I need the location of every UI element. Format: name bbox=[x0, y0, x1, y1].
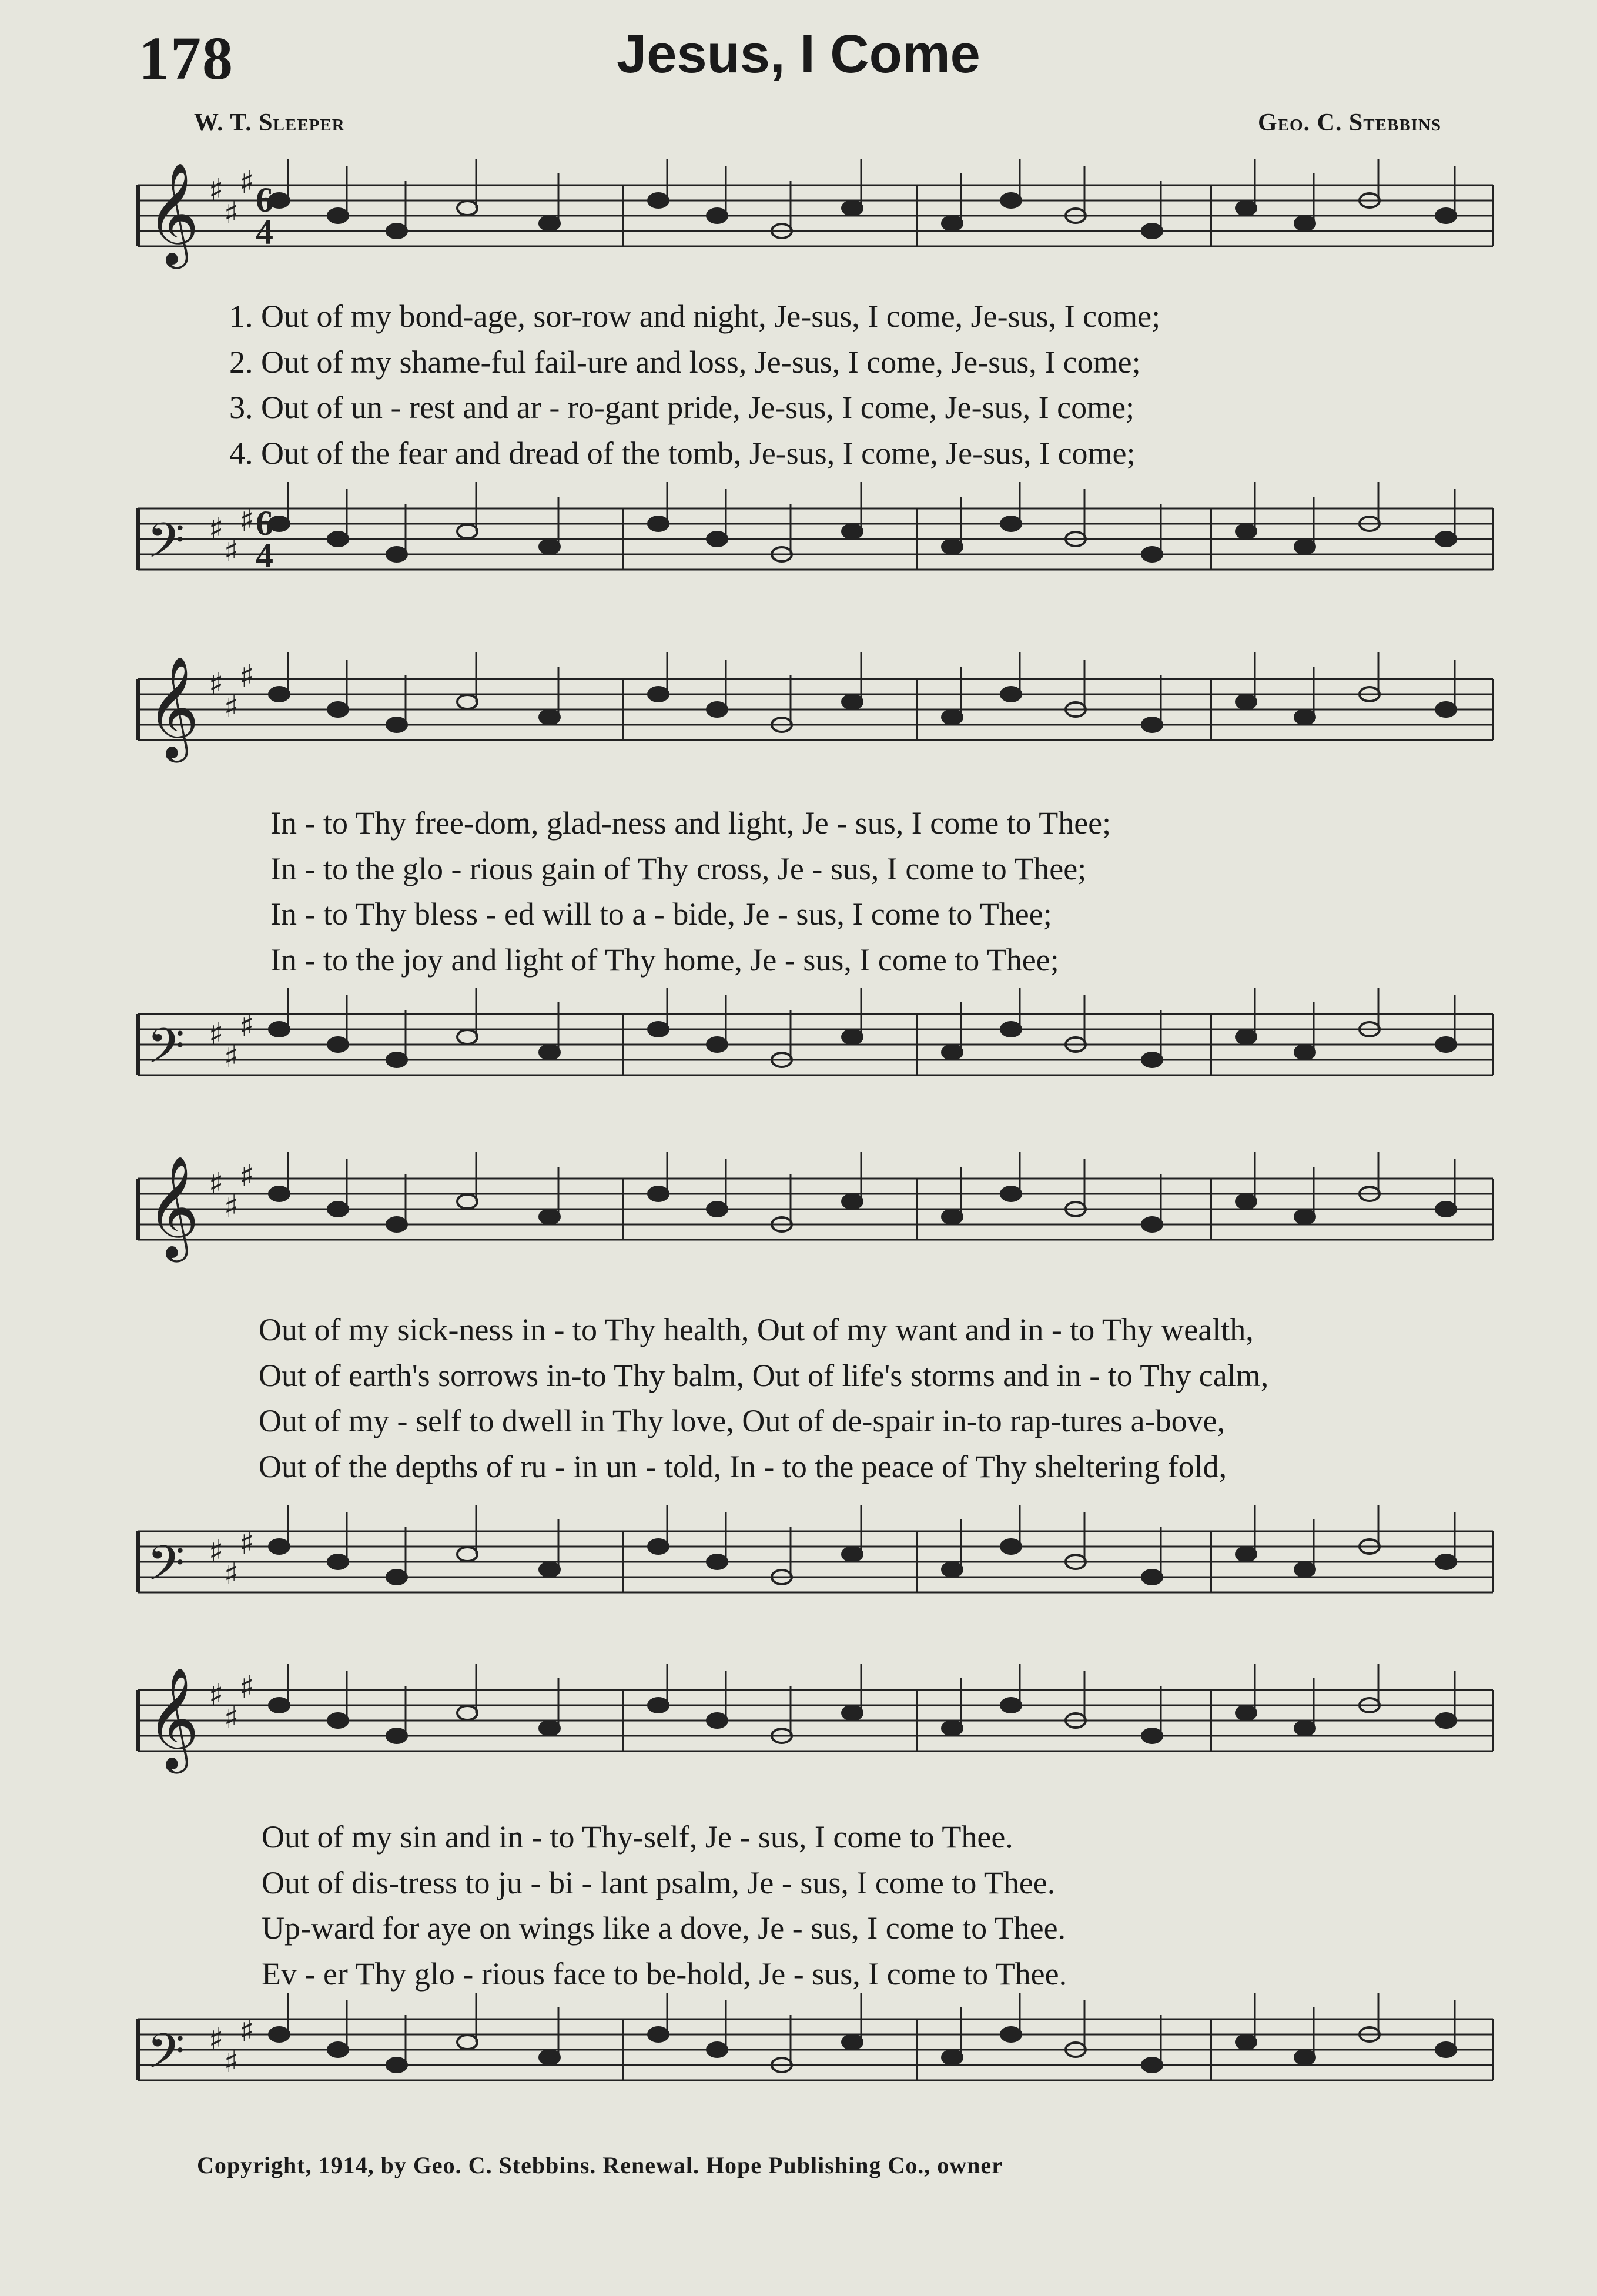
lyric-line-verse-1: 1. Out of my bond-age, sor-row and night, Je-sus, I come, Je-sus, I come; bbox=[229, 299, 1161, 334]
composer-credit: Geo. C. Stebbins bbox=[1258, 109, 1441, 136]
note-head bbox=[648, 1539, 668, 1554]
note-head bbox=[387, 1729, 407, 1743]
note-head bbox=[1142, 1729, 1162, 1743]
note-head bbox=[387, 224, 407, 238]
note-head bbox=[457, 695, 477, 709]
note-head bbox=[1142, 1053, 1162, 1067]
note-head bbox=[707, 1555, 727, 1569]
lyric-line-verse-4: Out of the depths of ru - in un - told, In - to the peace of Thy sheltering fold, bbox=[259, 1449, 1227, 1484]
note-head bbox=[387, 1053, 407, 1067]
note-head bbox=[1295, 216, 1315, 230]
note-head bbox=[328, 2043, 348, 2057]
note-head bbox=[1236, 1547, 1256, 1561]
note-head bbox=[269, 687, 289, 701]
note-head bbox=[540, 216, 560, 230]
lyric-line-verse-3: 3. Out of un - rest and ar - ro-gant pride, Je-sus, I come, Je-sus, I come; bbox=[229, 390, 1135, 425]
lyric-line-verse-4: 4. Out of the fear and dread of the tomb, Je-sus, I come, Je-sus, I come; bbox=[229, 436, 1136, 471]
note-head bbox=[1142, 224, 1162, 238]
sharp-icon: ♯ bbox=[239, 165, 255, 200]
note-head bbox=[1295, 2050, 1315, 2064]
sharp-icon: ♯ bbox=[224, 1039, 239, 1075]
sharp-icon: ♯ bbox=[209, 2022, 224, 2057]
note-head bbox=[269, 1539, 289, 1554]
note-head bbox=[1236, 2035, 1256, 2049]
note-head bbox=[328, 1202, 348, 1216]
copyright-notice: Copyright, 1914, by Geo. C. Stebbins. Renewal. Hope Publishing Co., owner bbox=[197, 2152, 1003, 2178]
note-head bbox=[457, 1706, 477, 1720]
note-head bbox=[1236, 1030, 1256, 1044]
note-head bbox=[1236, 1194, 1256, 1209]
note-head bbox=[1001, 1539, 1021, 1554]
system-4-bass-staff bbox=[0, 1993, 1597, 2169]
treble-clef-icon: 𝄞 bbox=[147, 162, 199, 265]
note-head bbox=[540, 540, 560, 554]
note-head bbox=[328, 209, 348, 223]
note-head bbox=[457, 524, 477, 538]
note-head bbox=[1001, 193, 1021, 207]
sharp-icon: ♯ bbox=[209, 173, 224, 208]
system-3-bass-staff bbox=[0, 1505, 1597, 1681]
note-head bbox=[648, 1022, 668, 1036]
note-head bbox=[328, 1037, 348, 1052]
sharp-icon: ♯ bbox=[239, 503, 255, 538]
note-head bbox=[648, 687, 668, 701]
note-head bbox=[1236, 201, 1256, 215]
bass-clef-icon: 𝄢 bbox=[147, 512, 185, 581]
note-head bbox=[328, 1713, 348, 1728]
lyric-line-verse-1: In - to Thy free-dom, glad-ness and light, Je - sus, I come to Thee; bbox=[270, 805, 1111, 841]
bass-clef-icon: 𝄢 bbox=[147, 2023, 185, 2091]
note-head bbox=[707, 532, 727, 546]
time-signature-top: 6 bbox=[256, 504, 273, 543]
sharp-icon: ♯ bbox=[239, 1009, 255, 1044]
sharp-icon: ♯ bbox=[239, 2014, 255, 2049]
note-head bbox=[842, 524, 862, 538]
note-head bbox=[707, 1037, 727, 1052]
note-head bbox=[328, 532, 348, 546]
note-head bbox=[457, 1194, 477, 1209]
note-head bbox=[1001, 517, 1021, 531]
system-1-lyrics bbox=[0, 299, 1597, 481]
note-head bbox=[1295, 1045, 1315, 1059]
system-3-lyrics bbox=[0, 1312, 1597, 1494]
note-head bbox=[942, 1562, 962, 1577]
lyric-line-verse-2: Out of earth's sorrows in-to Thy balm, Out of life's storms and in - to Thy calm, bbox=[259, 1358, 1269, 1393]
note-head bbox=[707, 702, 727, 717]
note-head bbox=[942, 1210, 962, 1224]
note-head bbox=[1436, 1037, 1456, 1052]
time-signature-top: 6 bbox=[256, 180, 273, 219]
sharp-icon: ♯ bbox=[224, 1557, 239, 1592]
note-head bbox=[387, 1570, 407, 1584]
note-head bbox=[387, 2058, 407, 2072]
note-head bbox=[1142, 547, 1162, 561]
sharp-icon: ♯ bbox=[224, 1189, 239, 1224]
system-3-treble-staff bbox=[0, 1152, 1597, 1328]
note-head bbox=[942, 1721, 962, 1735]
note-head bbox=[1436, 702, 1456, 717]
treble-clef-icon: 𝄞 bbox=[147, 656, 199, 758]
system-2-lyrics bbox=[0, 805, 1597, 988]
sharp-icon: ♯ bbox=[239, 1670, 255, 1705]
system-2-bass-staff bbox=[0, 988, 1597, 1164]
note-head bbox=[387, 547, 407, 561]
sharp-icon: ♯ bbox=[224, 196, 239, 231]
note-head bbox=[269, 1698, 289, 1712]
note-head bbox=[1142, 1570, 1162, 1584]
note-head bbox=[540, 1721, 560, 1735]
note-head bbox=[1236, 695, 1256, 709]
sharp-icon: ♯ bbox=[239, 1159, 255, 1194]
note-head bbox=[1001, 1698, 1021, 1712]
system-2-treble-staff bbox=[0, 652, 1597, 829]
note-head bbox=[648, 517, 668, 531]
note-head bbox=[540, 1045, 560, 1059]
note-head bbox=[457, 201, 477, 215]
note-head bbox=[1436, 209, 1456, 223]
note-head bbox=[1295, 1721, 1315, 1735]
note-head bbox=[1001, 687, 1021, 701]
note-head bbox=[1142, 718, 1162, 732]
note-head bbox=[707, 209, 727, 223]
time-signature-bottom: 4 bbox=[256, 536, 273, 575]
sharp-icon: ♯ bbox=[209, 1678, 224, 1713]
lyric-line-verse-1: Out of my sin and in - to Thy-self, Je - sus, I come to Thee. bbox=[262, 1819, 1013, 1855]
system-1-bass-staff bbox=[0, 482, 1597, 658]
treble-clef-icon: 𝄞 bbox=[147, 1156, 199, 1258]
lyric-line-verse-3: In - to Thy bless - ed will to a - bide, Je - sus, I come to Thee; bbox=[270, 896, 1052, 932]
note-head bbox=[328, 1555, 348, 1569]
note-head bbox=[842, 2035, 862, 2049]
lyric-line-verse-3: Out of my - self to dwell in Thy love, Out of de-spair in-to rap-tures a-bove, bbox=[259, 1403, 1226, 1438]
sharp-icon: ♯ bbox=[239, 1526, 255, 1561]
note-head bbox=[707, 2043, 727, 2057]
lyric-line-verse-4: Ev - er Thy glo - rious face to be-hold, Je - sus, I come to Thee. bbox=[262, 1956, 1067, 1992]
note-head bbox=[1295, 710, 1315, 724]
sharp-icon: ♯ bbox=[224, 2044, 239, 2080]
sharp-icon: ♯ bbox=[209, 1166, 224, 1201]
note-head bbox=[269, 1187, 289, 1201]
note-head bbox=[387, 1217, 407, 1231]
note-head bbox=[1236, 524, 1256, 538]
lyric-line-verse-2: In - to the glo - rious gain of Thy cross, Je - sus, I come to Thee; bbox=[270, 851, 1087, 886]
note-head bbox=[707, 1202, 727, 1216]
note-head bbox=[842, 1194, 862, 1209]
lyric-line-verse-1: Out of my sick-ness in - to Thy health, Out of my want and in - to Thy wealth, bbox=[259, 1312, 1254, 1347]
hymn-title: Jesus, I Come bbox=[617, 24, 980, 84]
note-head bbox=[540, 2050, 560, 2064]
note-head bbox=[842, 201, 862, 215]
note-head bbox=[540, 1210, 560, 1224]
sharp-icon: ♯ bbox=[209, 1534, 224, 1569]
sharp-icon: ♯ bbox=[209, 511, 224, 547]
sharp-icon: ♯ bbox=[209, 667, 224, 702]
note-head bbox=[387, 718, 407, 732]
note-head bbox=[1001, 2027, 1021, 2041]
note-head bbox=[648, 2027, 668, 2041]
note-head bbox=[1436, 1202, 1456, 1216]
note-head bbox=[1142, 2058, 1162, 2072]
note-head bbox=[1295, 1562, 1315, 1577]
sharp-icon: ♯ bbox=[209, 1017, 224, 1052]
note-head bbox=[457, 1547, 477, 1561]
lyric-line-verse-3: Up-ward for aye on wings like a dove, Je - sus, I come to Thee. bbox=[262, 1910, 1066, 1946]
note-head bbox=[942, 2050, 962, 2064]
note-head bbox=[942, 540, 962, 554]
note-head bbox=[942, 710, 962, 724]
note-head bbox=[1295, 1210, 1315, 1224]
bass-clef-icon: 𝄢 bbox=[147, 1535, 185, 1604]
note-head bbox=[648, 1187, 668, 1201]
sharp-icon: ♯ bbox=[224, 1701, 239, 1736]
lyricist-credit: W. T. Sleeper bbox=[194, 109, 345, 136]
sharp-icon: ♯ bbox=[239, 659, 255, 694]
note-head bbox=[842, 1547, 862, 1561]
note-head bbox=[1001, 1187, 1021, 1201]
note-head bbox=[1236, 1706, 1256, 1720]
note-head bbox=[1436, 2043, 1456, 2057]
time-signature-bottom: 4 bbox=[256, 213, 273, 252]
note-head bbox=[842, 695, 862, 709]
note-head bbox=[942, 216, 962, 230]
note-head bbox=[457, 2035, 477, 2049]
note-head bbox=[540, 710, 560, 724]
lyric-line-verse-4: In - to the joy and light of Thy home, Je - sus, I come to Thee; bbox=[270, 942, 1059, 978]
note-head bbox=[842, 1030, 862, 1044]
note-head bbox=[942, 1045, 962, 1059]
note-head bbox=[1295, 540, 1315, 554]
bass-clef-icon: 𝄢 bbox=[147, 1018, 185, 1086]
note-head bbox=[457, 1030, 477, 1044]
note-head bbox=[269, 1022, 289, 1036]
note-head bbox=[648, 1698, 668, 1712]
note-head bbox=[269, 2027, 289, 2041]
note-head bbox=[1436, 532, 1456, 546]
note-head bbox=[1142, 1217, 1162, 1231]
note-head bbox=[1436, 1555, 1456, 1569]
system-4-lyrics bbox=[0, 1819, 1597, 2002]
hymn-number: 178 bbox=[139, 25, 234, 92]
treble-clef-icon: 𝄞 bbox=[147, 1667, 199, 1769]
note-head bbox=[328, 702, 348, 717]
note-head bbox=[1001, 1022, 1021, 1036]
note-head bbox=[842, 1706, 862, 1720]
sharp-icon: ♯ bbox=[224, 534, 239, 569]
note-head bbox=[648, 193, 668, 207]
note-head bbox=[707, 1713, 727, 1728]
system-4-treble-staff bbox=[0, 1664, 1597, 1840]
lyric-line-verse-2: Out of dis-tress to ju - bi - lant psalm, Je - sus, I come to Thee. bbox=[262, 1865, 1056, 1900]
note-head bbox=[1436, 1713, 1456, 1728]
sharp-icon: ♯ bbox=[224, 690, 239, 725]
note-head bbox=[540, 1562, 560, 1577]
lyric-line-verse-2: 2. Out of my shame-ful fail-ure and loss, Je-sus, I come, Je-sus, I come; bbox=[229, 344, 1141, 380]
